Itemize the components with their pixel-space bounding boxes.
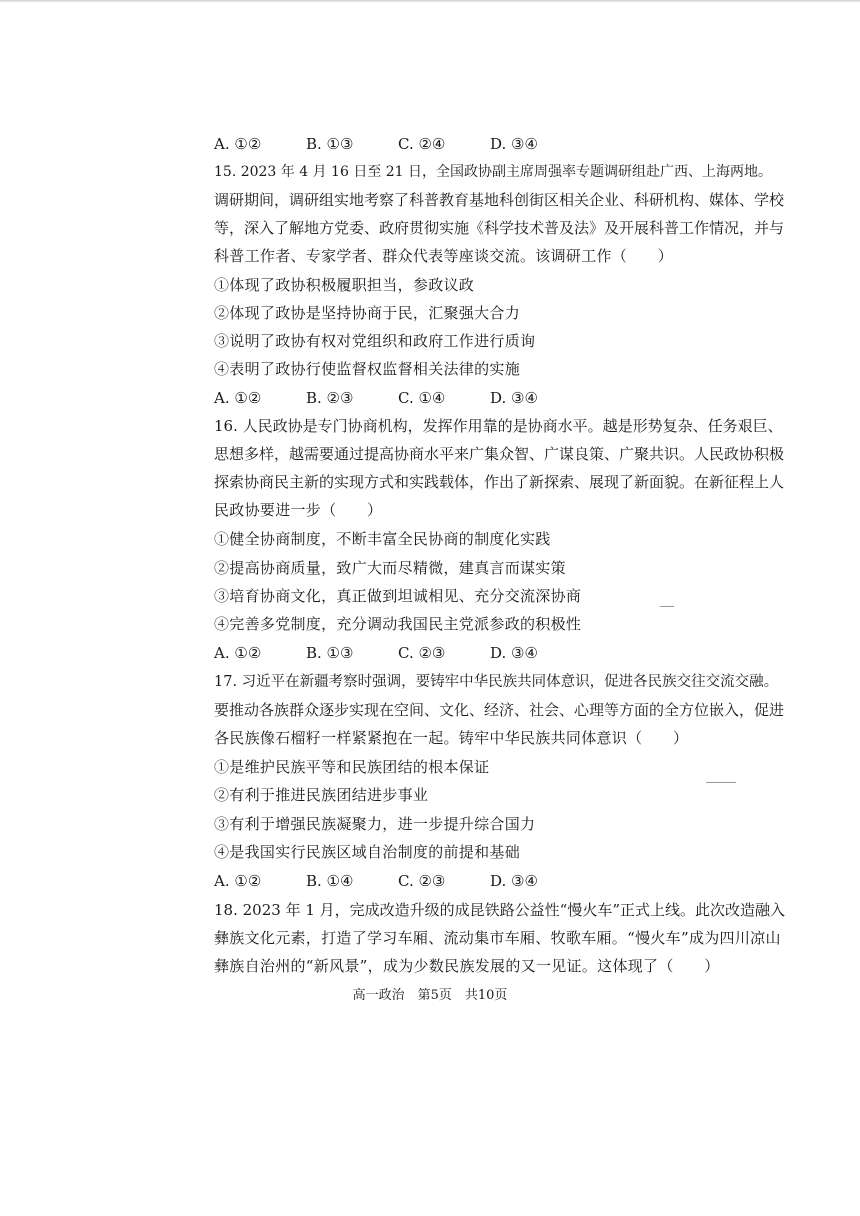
scan-edge bbox=[0, 0, 860, 3]
q15-stem-line-4: 科普工作者、专家学者、群众代表等座谈交流。该调研工作（ ） bbox=[214, 247, 674, 265]
q15-stem-line-1: 15. 2023 年 4 月 16 日至 21 日，全国政协副主席周强率专题调研组赴广西、上海两地。 bbox=[214, 164, 773, 180]
q15-option-c: C. ①④ bbox=[398, 389, 446, 407]
q14-option-c: C. ②④ bbox=[398, 135, 446, 153]
q15-statement-4: ④表明了政协行使监督权监督相关法律的实施 bbox=[214, 360, 521, 378]
q15-statement-1: ①体现了政协积极履职担当，参政议政 bbox=[214, 276, 475, 294]
q16-option-c: C. ②③ bbox=[398, 644, 446, 662]
q14-option-a: A. ①② bbox=[214, 135, 262, 153]
q17-option-d: D. ③④ bbox=[490, 872, 538, 890]
q15-stem-line-3: 等，深入了解地方党委、政府贯彻实施《科学技术普及法》及开展科普工作情况，并与 bbox=[214, 219, 785, 237]
scan-speck bbox=[706, 782, 736, 783]
q16-stem-line-4: 民政协要进一步（ ） bbox=[214, 501, 383, 519]
q16-stem-line-3: 探索协商民主新的实现方式和实践载体，作出了新探索、展现了新面貌。在新征程上人 bbox=[214, 473, 785, 491]
q18-stem-line-3: 彝族自治州的“新风景”，成为少数民族发展的又一见证。这体现了（ ） bbox=[214, 957, 720, 975]
q17-option-c: C. ②③ bbox=[398, 872, 446, 890]
q15-statement-3: ③说明了政协有权对党组织和政府工作进行质询 bbox=[214, 332, 536, 350]
q16-option-b: B. ①③ bbox=[306, 644, 354, 662]
q18-stem-line-1: 18. 2023 年 1 月，完成改造升级的成昆铁路公益性“慢火车”正式上线。此次改造融入 bbox=[214, 901, 785, 919]
q15-option-a: A. ①② bbox=[214, 389, 262, 407]
q16-option-a: A. ①② bbox=[214, 644, 262, 662]
q14-option-b: B. ①③ bbox=[306, 135, 354, 153]
q17-statement-4: ④是我国实行民族区域自治制度的前提和基础 bbox=[214, 843, 521, 861]
q15-statement-2: ②体现了政协是坚持协商于民，汇聚强大合力 bbox=[214, 304, 521, 322]
q17-option-b: B. ①④ bbox=[306, 872, 354, 890]
q17-statement-1: ①是维护民族平等和民族团结的根本保证 bbox=[214, 758, 490, 776]
q17-stem-line-1: 17. 习近平在新疆考察时强调，要铸牢中华民族共同体意识，促进各民族交往交流交融。 bbox=[214, 674, 779, 690]
q14-option-d: D. ③④ bbox=[490, 135, 538, 153]
q17-statement-2: ②有利于推进民族团结进步事业 bbox=[214, 786, 429, 804]
q16-stem-line-2: 思想多样，越需要通过提高协商水平来广集众智、广谋良策、广聚共识。人民政协积极 bbox=[214, 445, 785, 463]
q15-option-d: D. ③④ bbox=[490, 389, 538, 407]
page-footer: 高一政治 第5页 共10页 bbox=[352, 988, 508, 1003]
q16-statement-2: ②提高协商质量，致广大而尽精微，建真言而谋实策 bbox=[214, 559, 566, 577]
q16-statement-1: ①健全协商制度，不断丰富全民协商的制度化实践 bbox=[214, 530, 551, 548]
q16-statement-4: ④完善多党制度，充分调动我国民主党派参政的积极性 bbox=[214, 615, 582, 633]
q18-stem-line-2: 彝族文化元素，打造了学习车厢、流动集市车厢、牧歌车厢。“慢火车”成为四川凉山 bbox=[214, 929, 781, 947]
scan-speck bbox=[660, 606, 674, 607]
q15-stem-line-2: 调研期间，调研组实地考察了科普教育基地科创街区相关企业、科研机构、媒体、学校 bbox=[214, 191, 785, 209]
q15-option-b: B. ②③ bbox=[306, 389, 354, 407]
q16-stem-line-1: 16. 人民政协是专门协商机构，发挥作用靠的是协商水平。越是形势复杂、任务艰巨、 bbox=[214, 417, 783, 435]
q17-option-a: A. ①② bbox=[214, 872, 262, 890]
q17-stem-line-3: 各民族像石榴籽一样紧紧抱在一起。铸牢中华民族共同体意识（ ） bbox=[214, 729, 689, 747]
q17-statement-3: ③有利于增强民族凝聚力，进一步提升综合国力 bbox=[214, 815, 536, 833]
q16-option-d: D. ③④ bbox=[490, 644, 538, 662]
q16-statement-3: ③培育协商文化，真正做到坦诚相见、充分交流深协商 bbox=[214, 587, 582, 605]
q17-stem-line-2: 要推动各族群众逐步实现在空间、文化、经济、社会、心理等方面的全方位嵌入，促进 bbox=[214, 701, 785, 719]
